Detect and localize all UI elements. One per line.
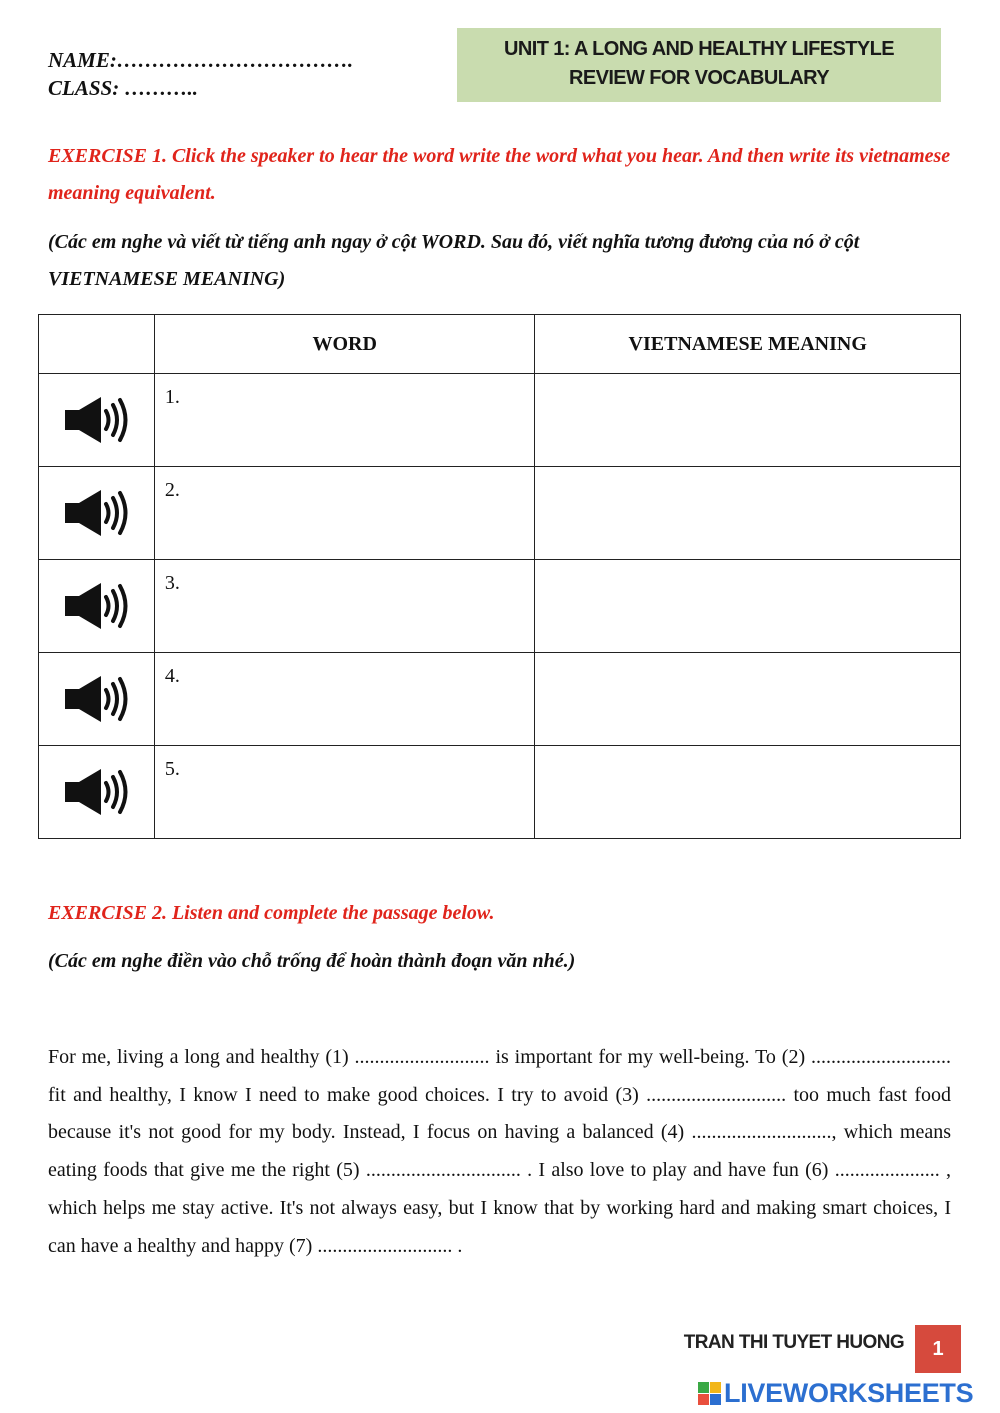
speaker-cell[interactable] xyxy=(39,374,155,467)
row-number: 1. xyxy=(164,386,180,408)
author-name: TRAN THI TUYET HUONG xyxy=(683,1332,904,1353)
table-row xyxy=(39,560,961,653)
brand-name: LIVEWORKSHEETS xyxy=(724,1377,974,1408)
speaker-cell[interactable] xyxy=(39,467,155,560)
meaning-answer-cell[interactable] xyxy=(535,374,961,467)
meaning-answer-cell[interactable] xyxy=(535,653,961,746)
speaker-icon[interactable] xyxy=(39,374,154,466)
column-header-icon xyxy=(39,315,155,374)
word-answer-cell[interactable] xyxy=(154,653,535,746)
meaning-answer-cell[interactable] xyxy=(535,467,961,560)
unit-title-box xyxy=(457,28,941,102)
table-row xyxy=(39,374,961,467)
meaning-answer-cell[interactable] xyxy=(535,746,961,839)
row-number: 5. xyxy=(164,758,180,780)
row-number: 4. xyxy=(164,665,180,687)
name-field-label: NAME:……………………………. xyxy=(48,48,354,72)
speaker-cell[interactable] xyxy=(39,746,155,839)
word-answer-cell[interactable] xyxy=(154,746,535,839)
column-header-meaning: VIETNAMESE MEANING xyxy=(535,315,961,374)
meaning-answer-cell[interactable] xyxy=(535,560,961,653)
speaker-icon[interactable] xyxy=(39,467,154,559)
speaker-cell[interactable] xyxy=(39,560,155,653)
exercise1-instruction-vn: (Các em nghe và viết từ tiếng anh ngay ở cột WORD. Sau đó, viết nghĩa tương đương của nó ở cột VIETNAMESE MEANING) xyxy=(48,231,860,290)
exercise2-instruction: EXERCISE 2. Listen and complete the passage below. xyxy=(48,902,495,924)
word-answer-cell[interactable] xyxy=(154,560,535,653)
student-info xyxy=(48,46,353,102)
page-number: 1 xyxy=(915,1325,961,1373)
word-answer-cell[interactable] xyxy=(154,374,535,467)
exercise2-instruction-vn: (Các em nghe điền vào chỗ trống để hoàn thành đoạn văn nhé.) xyxy=(48,950,576,972)
cloze-passage[interactable]: For me, living a long and healthy (1) ........................... is important for my well-being. To (2) ............................ fit and healthy, I know I need to make good choices. I try to avoid (3) ............................ too much fast food because it's not good for my body. Instead, I focus on having a balanced (4) ............................, which means eating foods that give me the right (5) ............................... . I also love to play and have fun (6) ..................... , which helps me stay active. It's not always easy, but I know that by working hard and making smart choices, I can have a healthy and happy (7) ........................... . xyxy=(48,1046,951,1257)
table-row xyxy=(39,653,961,746)
class-field-label: CLASS: ……….. xyxy=(48,76,198,100)
liveworksheets-brand[interactable] xyxy=(698,1376,973,1410)
speaker-cell[interactable] xyxy=(39,653,155,746)
unit-title: UNIT 1: A LONG AND HEALTHY LIFESTYLE xyxy=(504,38,894,60)
unit-subtitle: REVIEW FOR VOCABULARY xyxy=(569,67,829,89)
table-row xyxy=(39,746,961,839)
table-row xyxy=(39,467,961,560)
row-number: 3. xyxy=(164,572,180,594)
row-number: 2. xyxy=(164,479,180,501)
speaker-icon[interactable] xyxy=(39,746,154,838)
liveworksheets-logo-icon xyxy=(698,1382,721,1405)
column-header-word: WORD xyxy=(154,315,535,374)
exercise1-instruction: EXERCISE 1. Click the speaker to hear the word write the word what you hear. And then write its vietnamese meaning equivalent. xyxy=(48,145,951,204)
speaker-icon[interactable] xyxy=(39,653,154,745)
speaker-icon[interactable] xyxy=(39,560,154,652)
table-header-row xyxy=(39,315,961,374)
word-answer-cell[interactable] xyxy=(154,467,535,560)
vocabulary-table xyxy=(38,314,961,839)
